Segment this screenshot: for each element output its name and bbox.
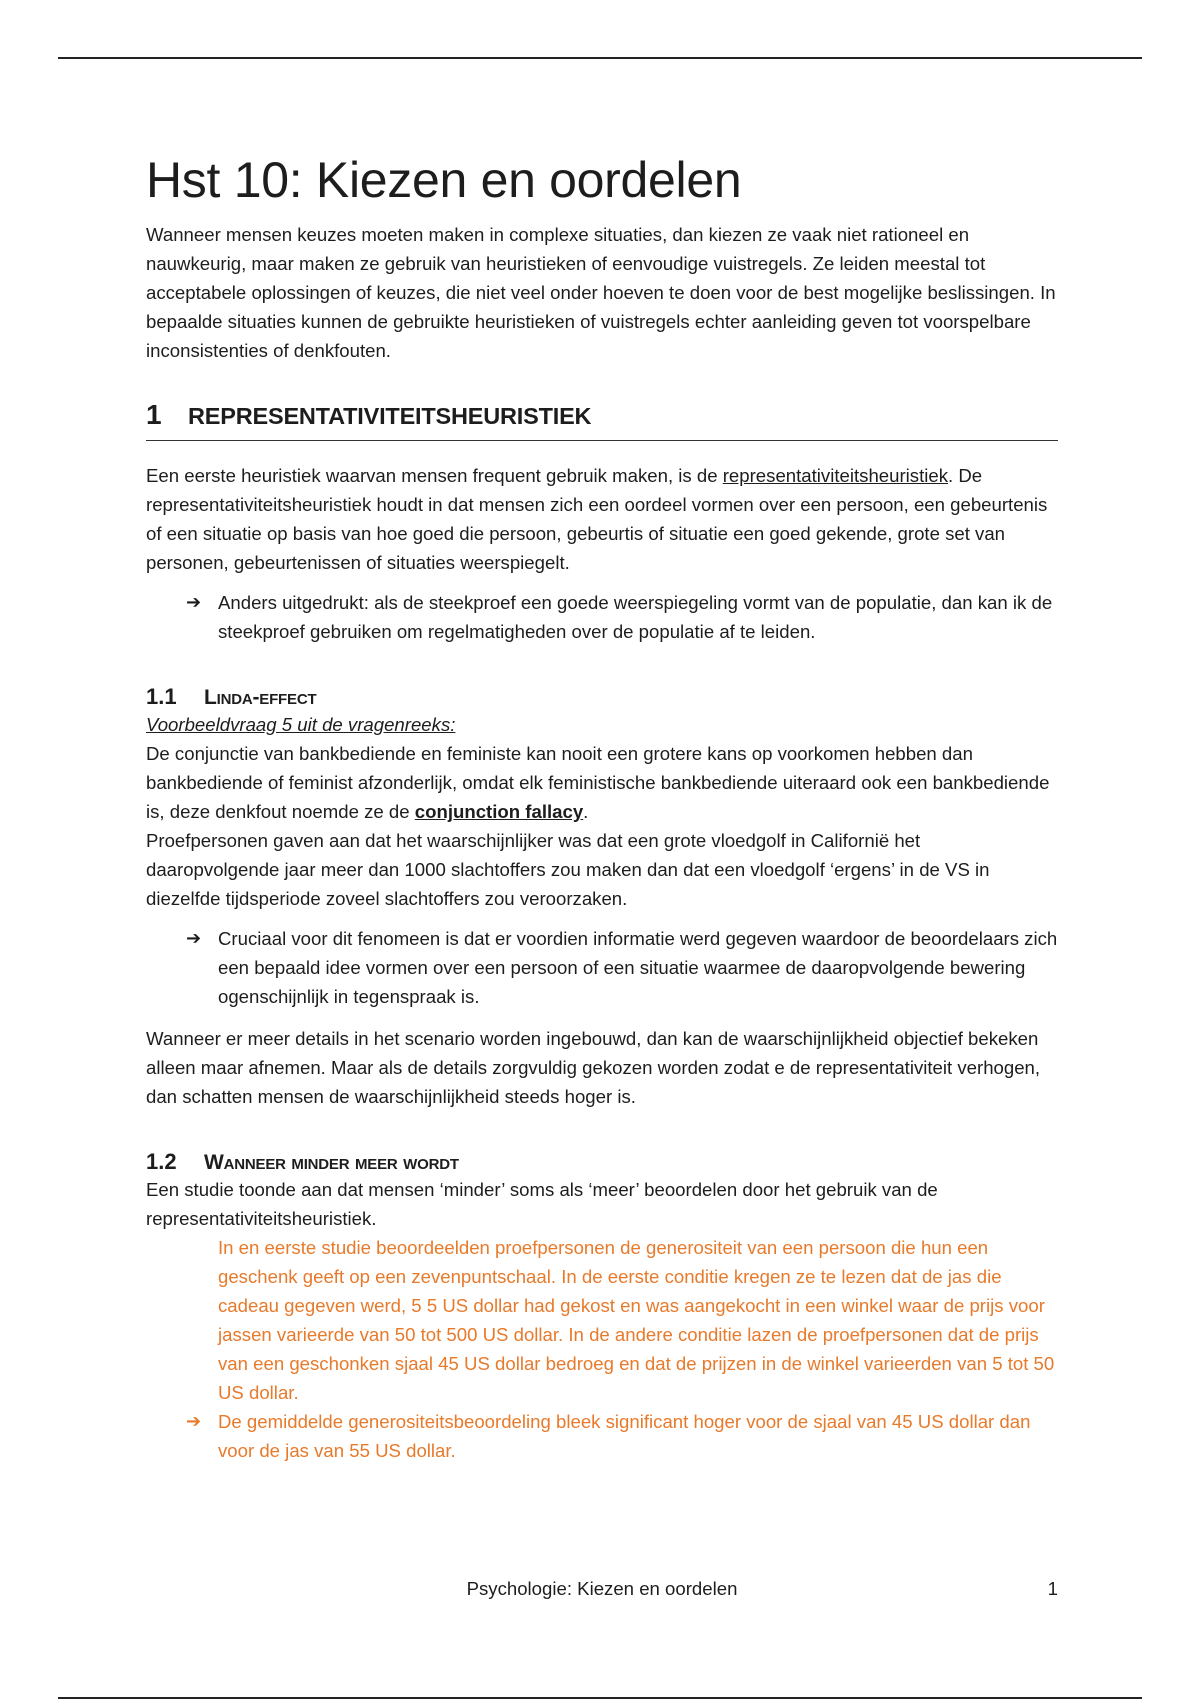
- term-representativiteitsheuristiek: representativiteitsheuristiek: [722, 465, 949, 486]
- page-number: 1: [1047, 1578, 1058, 1599]
- vloedgolf-paragraph: Proefpersonen gaven aan dat het waarschijnlijker was dat een grote vloedgolf in Californië het daaropvolgende jaar meer dan 1000 slachtoffers zou maken dan dat een vloedgolf ‘ergens’ in de VS in diezelfde tijdsperiode zoveel slachtoffers zou veroorzaken.: [146, 830, 990, 909]
- text-run: . De representativiteitsheuristiek houdt in dat mensen zich een oordeel vormen over een persoon, een gebeurtenis of een situatie op basis van hoe goed die persoon, gebeurtis of situatie een goed gekende, grote set van personen, gebeurtenissen of situaties weerspiegelt.: [146, 465, 1048, 573]
- header-rule: [58, 57, 1142, 59]
- text-run: .: [583, 801, 589, 822]
- example-label: [146, 710, 1058, 739]
- subsection-number: 1.2: [146, 1149, 177, 1174]
- intro-paragraph: Wanneer mensen keuzes moeten maken in complexe situaties, dan kiezen ze vaak niet rationeel en nauwkeurig, maar maken ze gebruik van heuristieken of eenvoudige vuistregels. Ze leiden meestal tot acceptabele oplossingen of keuzes, die niet veel onder hoeven te doen voor de best mogelijke beslissingen. In bepaalde situaties kunnen de gebruikte heuristieken of vuistregels echter aanleiding geven tot voorspelbare inconsistenties of denkfouten.: [146, 224, 1056, 361]
- arrow-right-icon: ➔: [186, 928, 202, 948]
- arrow-bullet-text: Cruciaal voor dit fenomeen is dat er voordien informatie werd gegeven waardoor de beoordelaars zich een bepaald idee vormen over een persoon of een situatie waarmee de daaropvolgende bewering ogenschijnlijk in tegenspraak is.: [218, 928, 1058, 1007]
- text-run: De conjunctie van bankbediende en feministe kan nooit een grotere kans op voorkomen hebben dan bankbediende of feminist afzonderlijk, omdat elk feministische bankbediende uiteraard ook een bankbediende is, deze denkfout noemde ze de: [146, 743, 1050, 822]
- text-run: Een eerste heuristiek waarvan mensen frequent gebruik maken, is de: [146, 465, 723, 486]
- footer-rule: [58, 1697, 1142, 1699]
- section-heading-1: [146, 399, 1058, 441]
- page-title: Hst 10: Kiezen en oordelen: [146, 152, 742, 208]
- arrow-bullet-text: Anders uitgedrukt: als de steekproef een goede weerspiegeling vormt van de populatie, dan kan ik de steekproef gebruiken om regelmatigheden over de populatie af te leiden.: [218, 592, 1053, 642]
- section-heading-1-2: [146, 1149, 1058, 1175]
- details-paragraph: Wanneer er meer details in het scenario worden ingebouwd, dan kan de waarschijnlijkheid objectief bekeken alleen maar afnemen. Maar als de details zorgvuldig gekozen worden zodat e de representativiteit verhogen, dan schatten mensen de waarschijnlijkheid steeds hoger is.: [146, 1028, 1041, 1107]
- subsection-title: Linda-effect: [204, 686, 317, 709]
- section-title: REPRESENTATIVITEITSHEURISTIEK: [188, 403, 592, 429]
- document-page: [146, 150, 1058, 1465]
- arrow-right-icon: ➔: [186, 592, 202, 612]
- arrow-right-icon: ➔: [186, 1411, 202, 1431]
- arrow-bullet: [186, 924, 1058, 1011]
- arrow-bullet-text: De gemiddelde generositeitsbeoordeling bleek significant hoger voor de sjaal van 45 US dollar dan voor de jas van 55 US dollar.: [218, 1411, 1031, 1461]
- arrow-bullet: [186, 588, 1058, 646]
- study-orange-paragraph: In en eerste studie beoordeelden proefpersonen de generositeit van een persoon die hun een geschenk geeft op een zevenpuntschaal. In de eerste conditie kregen ze te lezen dat de jas die cadeau gegeven werd, 5 5 US dollar had gekost en was aangekocht in een winkel waar de prijs voor jassen varieerde van 50 tot 500 US dollar. In de andere conditie lazen de proefpersonen dat de prijs van een geschonken sjaal 45 US dollar bedroeg en dat de prijzen in de winkel varieerden van 5 tot 50 US dollar.: [218, 1237, 1055, 1403]
- conjunction-paragraph: [146, 739, 1058, 826]
- study-intro-paragraph: Een studie toonde aan dat mensen ‘minder’ soms als ‘meer’ beoordelen door het gebruik van de representativiteitsheuristiek.: [146, 1179, 938, 1229]
- subsection-title: Wanneer minder meer wordt: [204, 1151, 459, 1174]
- section-number: 1: [146, 399, 162, 430]
- subsection-number: 1.1: [146, 684, 177, 709]
- example-label-text: Voorbeeldvraag 5 uit de vragenreeks:: [146, 714, 456, 735]
- footer-title: Psychologie: Kiezen en oordelen: [466, 1578, 738, 1599]
- term-conjunction-fallacy: conjunction fallacy: [414, 801, 584, 822]
- arrow-bullet-orange: [186, 1407, 1058, 1465]
- section-heading-1-1: [146, 684, 1058, 710]
- section1-paragraph: [146, 461, 1058, 577]
